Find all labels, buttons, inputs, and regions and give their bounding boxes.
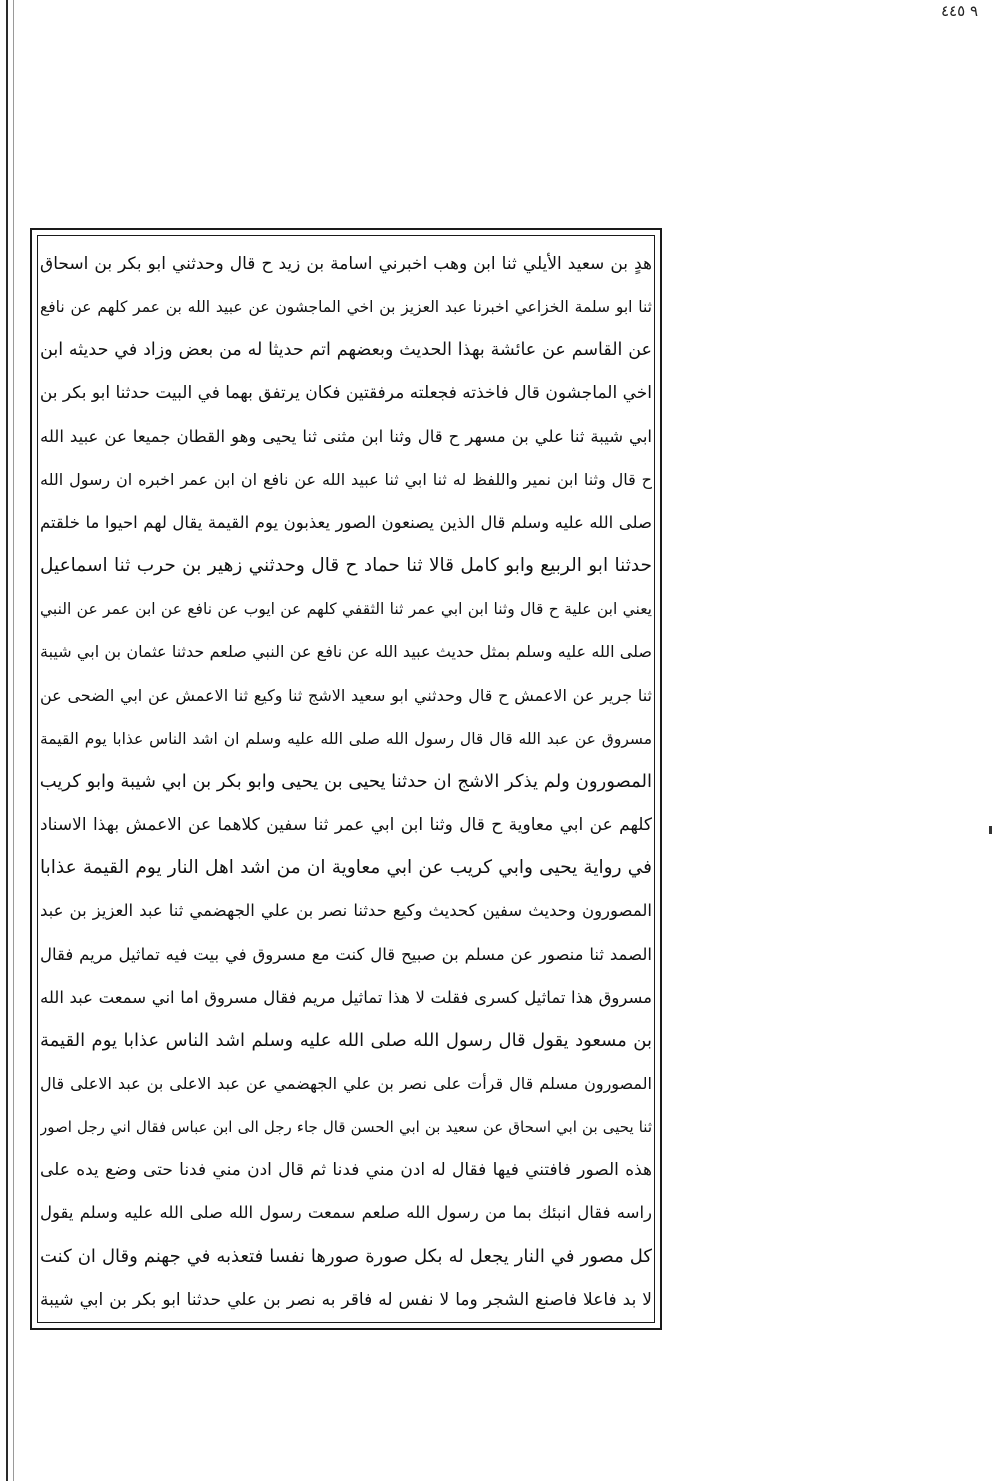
manuscript-line-23: راسه فقال انبئك بما من رسول الله صلعم سمعت رسول الله صلى الله عليه وسلم يقول: [40, 1203, 652, 1223]
manuscript-line-1: هدٍ بن سعيد الأيلي ثنا ابن وهب اخبرني اسامة بن زيد ح قال وحدثني ابو بكر بن اسحاق: [40, 254, 652, 274]
manuscript-line-12: مسروق عن عبد الله قال قال رسول الله صلى الله عليه وسلم ان اشد الناس عذابا يوم القيمة: [40, 729, 652, 748]
manuscript-line-22: هذه الصور فافتني فيها فقال له ادن مني فدنا ثم قال ادن مني فدنا حتى وضع يده على: [40, 1160, 652, 1181]
manuscript-line-19: بن مسعود يقول قال رسول الله صلى الله عليه وسلم اشد الناس عذابا يوم القيمة: [40, 1029, 652, 1051]
manuscript-line-8: حدثنا ابو الربيع وابو كامل قالا ثنا حماد ح قال وحدثني زهير بن حرب ثنا اسماعيل: [40, 555, 652, 577]
manuscript-line-13: المصورون ولم يذكر الاشج ان حدثنا يحيى بن يحيى وابو بكر بن ابي شيبة وابو كريب: [40, 770, 652, 792]
manuscript-line-14: كلهم عن ابي معاوية ح قال وثنا ابن ابي عمر ثنا سفين كلاهما عن الاعمش بهذا الاسناد: [40, 815, 652, 836]
manuscript-line-15: في رواية يحيى وابي كريب عن ابي معاوية ان من اشد اهل النار يوم القيمة عذابا: [40, 857, 652, 879]
manuscript-line-24: كل مصور في النار يجعل له بكل صورة صورها نفسا فتعذبه في جهنم وقال ان كنت: [40, 1245, 652, 1267]
manuscript-line-2: ثنا ابو سلمة الخزاعي اخبرنا عبد العزيز بن اخي الماجشون عن عبيد الله بن عمر كلهم عن نافع: [40, 298, 652, 317]
manuscript-line-6: ح قال وثنا ابن نمير واللفظ له ثنا ابي ثنا عبيد الله عن نافع ان ابن عمر اخبره ان رسول الله: [40, 469, 652, 489]
manuscript-line-5: ابي شيبة ثنا علي بن مسهر ح قال وثنا ابن مثنى ثنا يحيى وهو القطان جميعا عن عبيد الله: [40, 426, 652, 446]
manuscript-line-25: لا بد فاعلا فاصنع الشجر وما لا نفس له فاقر به نصر بن علي حدثنا ابو بكر بن ابي شيبة: [40, 1289, 652, 1310]
manuscript-text-block: [40, 244, 652, 1320]
manuscript-line-9: يعني ابن علية ح قال وثنا ابن ابي عمر ثنا الثقفي كلهم عن ايوب عن نافع عن ابن عمر عن النبي: [40, 600, 652, 619]
manuscript-line-16: المصورون وحديث سفين كحديث وكيع حدثنا نصر بن علي الجهضمي ثنا عبد العزيز بن عبد: [40, 901, 652, 921]
manuscript-line-21: ثنا يحيى بن ابي اسحاق عن سعيد بن ابي الحسن قال جاء رجل الى ابن عباس فقال اني رجل اصور: [40, 1118, 652, 1137]
manuscript-line-20: المصورون مسلم قال قرأت على نصر بن علي الجهضمي عن عبد الاعلى بن عبد الاعلى قال: [40, 1073, 652, 1093]
ink-speck-mark: [989, 826, 992, 834]
manuscript-line-7: صلى الله عليه وسلم قال الذين يصنعون الصور يعذبون يوم القيمة يقال لهم احيوا ما خلقتم: [40, 512, 652, 532]
manuscript-line-4: اخي الماجشون قال فاخذته فجعلته مرفقتين فكان يرتفق بهما في البيت حدثنا ابو بكر بن: [40, 383, 652, 404]
binding-edge-line: [6, 0, 8, 1481]
manuscript-line-17: الصمد ثنا منصور عن مسلم بن صبيح قال كنت مع مسروق في بيت فيه تماثيل مريم فقال: [40, 944, 652, 964]
manuscript-line-11: ثنا جرير عن الاعمش ح قال وحدثني ابو سعيد الاشج ثنا وكيع ثنا الاعمش عن ابي الضحى عن: [40, 685, 652, 705]
binding-edge-shadow: [13, 0, 14, 1481]
manuscript-line-3: عن القاسم عن عائشة بهذا الحديث وبعضهم اتم حديثا له من بعض وزاد في حديثه ابن: [40, 340, 652, 361]
manuscript-line-18: مسروق هذا تماثيل كسرى فقلت لا هذا تماثيل مريم فقال مسروق اما اني سمعت عبد الله: [40, 987, 652, 1007]
manuscript-line-10: صلى الله عليه وسلم بمثل حديث عبيد الله عن نافع عن النبي صلعم حدثنا عثمان بن ابي شيبة: [40, 642, 652, 662]
folio-number: ٩ ٤٤٥: [940, 2, 978, 20]
